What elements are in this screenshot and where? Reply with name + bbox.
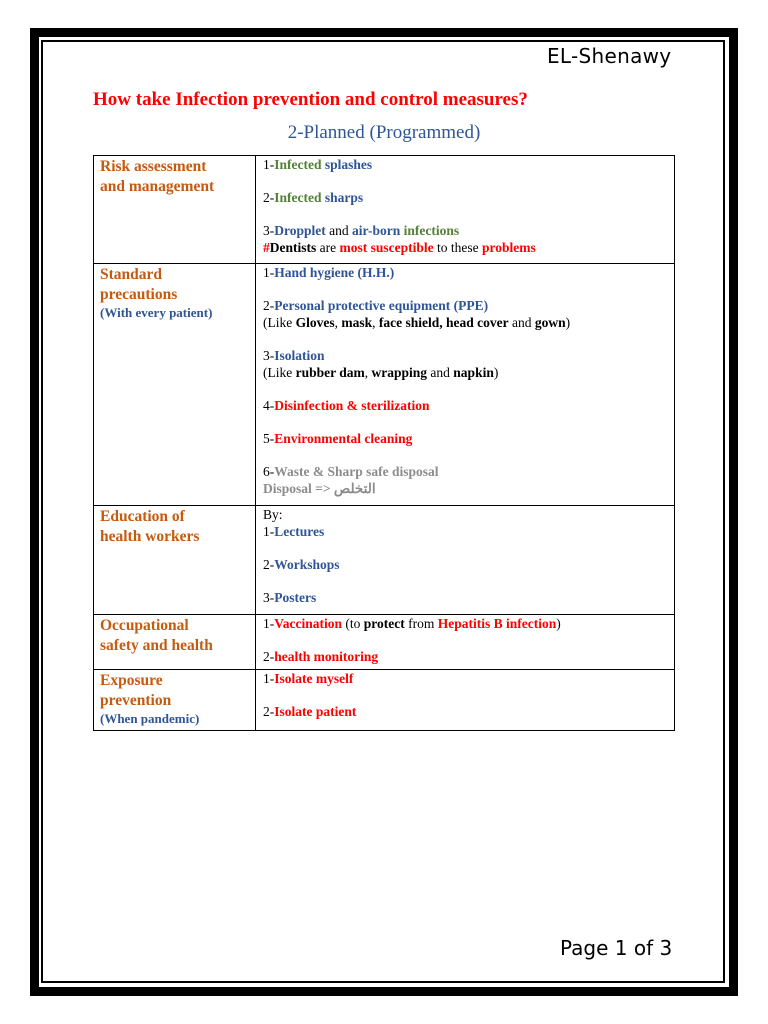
detail-text: Gloves	[295, 315, 335, 330]
note-text: problems	[481, 240, 536, 255]
item-text: Infected	[274, 157, 322, 172]
note-hash: #	[263, 240, 270, 255]
category-cell-standard	[94, 264, 256, 506]
item-text: air-born	[352, 223, 401, 238]
items-cell-risk	[256, 156, 675, 264]
list-item	[263, 297, 674, 314]
item-text: protect	[363, 616, 405, 631]
table-row-standard	[94, 264, 675, 506]
list-item	[263, 347, 674, 364]
category-title-line: prevention	[100, 692, 172, 709]
list-intro: By:	[263, 507, 283, 522]
item-text: Personal protective equipment (PPE)	[274, 298, 489, 313]
detail-text: wrapping	[371, 365, 428, 380]
list-item	[263, 589, 674, 606]
note-text: to these	[433, 240, 482, 255]
item-text: infections	[400, 223, 460, 238]
category-title	[100, 265, 255, 305]
detail-text: (Like	[263, 365, 296, 380]
item-text: from	[404, 616, 438, 631]
page-number: Page 1 of 3	[560, 936, 673, 960]
author-name: EL-Shenawy	[547, 44, 672, 68]
detail-text: and	[427, 365, 454, 380]
item-text: Lectures	[274, 524, 325, 539]
item-number: 6-	[263, 464, 275, 479]
list-item	[263, 189, 674, 206]
page-title: How take Infection prevention and control measures?	[93, 89, 528, 110]
detail-text: gown	[534, 315, 566, 330]
item-text: Vaccination	[274, 616, 343, 631]
detail-text: ,	[334, 315, 342, 330]
item-number: 1-	[263, 157, 275, 172]
table-row-exposure	[94, 670, 675, 731]
list-item	[263, 523, 674, 540]
item-number: 3-	[263, 590, 275, 605]
list-item	[263, 670, 674, 687]
category-cell-risk	[94, 156, 256, 264]
category-title-line: Risk assessment	[100, 158, 207, 175]
list-item	[263, 648, 674, 665]
item-number: 5-	[263, 431, 275, 446]
list-item	[263, 615, 674, 632]
detail-text: napkin	[453, 365, 494, 380]
item-text: and	[325, 223, 353, 238]
table-row-risk	[94, 156, 675, 264]
item-number: 2-	[263, 704, 275, 719]
note-text: most susceptible	[339, 240, 434, 255]
category-title-line: health workers	[100, 528, 200, 545]
detail-text: (Like	[263, 315, 296, 330]
category-cell-education	[94, 506, 256, 615]
item-number: 1-	[263, 524, 275, 539]
list-item	[263, 430, 674, 447]
category-title-line: Occupational	[100, 617, 189, 634]
item-text: Posters	[274, 590, 317, 605]
detail-text: )	[565, 315, 571, 330]
list-item	[263, 463, 674, 480]
category-title-line: precautions	[100, 286, 178, 303]
items-cell-exposure	[256, 670, 675, 731]
item-detail: Disposal => التخلص	[263, 481, 376, 496]
note-text: Dentists	[269, 240, 317, 255]
detail-text: ,	[372, 315, 379, 330]
list-item	[263, 556, 674, 573]
category-title	[100, 507, 255, 547]
item-number: 3-	[263, 348, 275, 363]
list-item	[263, 222, 674, 239]
detail-text: and	[508, 315, 535, 330]
item-number: 2-	[263, 557, 275, 572]
item-text: Infected	[274, 190, 322, 205]
item-number: 2-	[263, 190, 275, 205]
list-item	[263, 703, 674, 720]
item-text: (to	[342, 616, 364, 631]
category-subtitle: (With every patient)	[100, 305, 213, 320]
note-line	[263, 239, 674, 256]
item-text: Isolation	[274, 348, 325, 363]
items-cell-occupational	[256, 615, 675, 670]
detail-text: )	[493, 365, 499, 380]
category-title	[100, 157, 255, 197]
item-text: Waste & Sharp safe disposal	[274, 464, 439, 479]
items-cell-standard	[256, 264, 675, 506]
category-cell-exposure	[94, 670, 256, 731]
table-row-occupational	[94, 615, 675, 670]
detail-text: face shield, head cover	[378, 315, 509, 330]
item-text: sharps	[321, 190, 364, 205]
item-detail	[263, 314, 674, 331]
category-title-line: Education of	[100, 508, 185, 525]
page-subtitle: 2-Planned (Programmed)	[287, 122, 481, 143]
item-text: splashes	[321, 157, 373, 172]
item-number: 2-	[263, 298, 275, 313]
item-number: 4-	[263, 398, 275, 413]
item-detail	[263, 364, 674, 381]
item-text: Environmental cleaning	[274, 431, 413, 446]
item-text: Dropplet	[274, 223, 326, 238]
item-number: 3-	[263, 223, 275, 238]
category-cell-occupational	[94, 615, 256, 670]
item-number: 1-	[263, 671, 275, 686]
item-text: health monitoring	[274, 649, 379, 664]
item-number: 1-	[263, 616, 275, 631]
category-subtitle: (When pandemic)	[100, 711, 200, 726]
items-cell-education	[256, 506, 675, 615]
category-title-line: and management	[100, 178, 215, 195]
category-title-line: safety and health	[100, 637, 213, 654]
item-text: Workshops	[274, 557, 340, 572]
category-title	[100, 671, 255, 711]
category-title-line: Standard	[100, 266, 163, 283]
category-title	[100, 616, 255, 656]
item-text: )	[556, 616, 561, 631]
item-number: 2-	[263, 649, 275, 664]
measures-table	[93, 155, 675, 731]
category-title-line: Exposure	[100, 672, 163, 689]
item-text: Hand hygiene (H.H.)	[274, 265, 395, 280]
item-number: 1-	[263, 265, 275, 280]
list-item	[263, 397, 674, 414]
list-item	[263, 156, 674, 173]
note-text: are	[316, 240, 340, 255]
item-text: Isolate patient	[274, 704, 357, 719]
detail-text: mask	[341, 315, 373, 330]
item-text: Hepatitis B infection	[437, 616, 557, 631]
detail-text: ,	[364, 365, 372, 380]
list-item	[263, 264, 674, 281]
table-row-education	[94, 506, 675, 615]
item-text: Disinfection & sterilization	[274, 398, 430, 413]
item-text: Isolate myself	[274, 671, 354, 686]
detail-text: rubber dam	[295, 365, 365, 380]
